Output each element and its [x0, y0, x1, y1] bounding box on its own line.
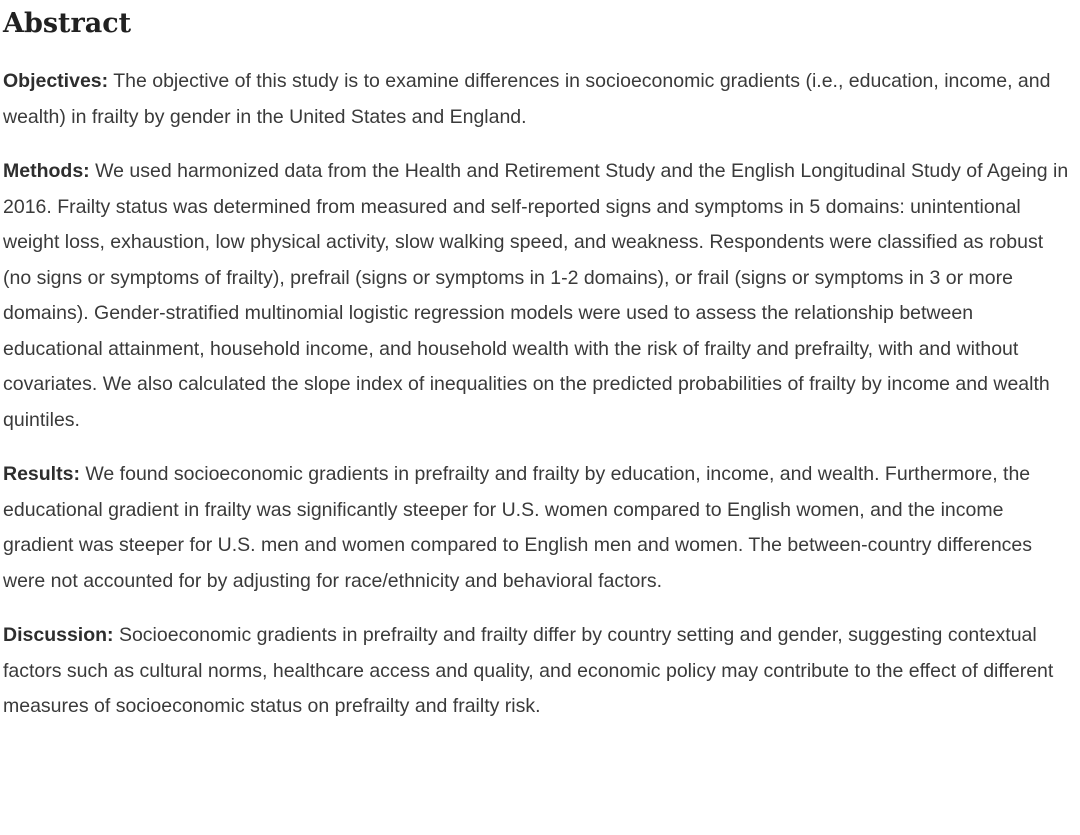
paragraph-label-objectives: Objectives:	[3, 70, 109, 93]
paragraph-objectives	[3, 64, 1076, 135]
paragraph-text-discussion: Socioeconomic gradients in prefrailty and frailty differ by country setting and gender, suggesting contextual factors such as cultural norms, healthcare access and quality, and economic policy may contribute to the effect of different measures of socioeconomic status on prefrailty and frailty risk.	[3, 624, 1054, 718]
paragraph-label-methods: Methods:	[3, 160, 90, 183]
paragraph-results	[3, 457, 1076, 599]
paragraph-label-results: Results:	[3, 463, 80, 486]
paragraph-text-results: We found socioeconomic gradients in prefrailty and frailty by education, income, and wealth. Furthermore, the educational gradient in frailty was significantly steeper for U.S. women compared to English women, and the income gradient was steeper for U.S. men and women compared to English men and women. The between-country differences were not accounted for by adjusting for race/ethnicity and behavioral factors.	[3, 463, 1033, 592]
section-title: Abstract	[3, 8, 132, 39]
paragraph-text-objectives: The objective of this study is to examine differences in socioeconomic gradients (i.e., education, income, and wealth) in frailty by gender in the United States and England.	[3, 70, 1051, 128]
paragraph-label-discussion: Discussion:	[3, 624, 114, 647]
paragraph-discussion	[3, 618, 1076, 725]
paragraph-text-methods: We used harmonized data from the Health and Retirement Study and the English Longitudinal Study of Ageing in 2016. Frailty status was determined from measured and self-reported signs and symptoms in 5 domains: unintentional weight loss, exhaustion, low physical activity, slow walking speed, and weakness. Respondents were classified as robust (no signs or symptoms of frailty), prefrail (signs or symptoms in 1-2 domains), or frail (signs or symptoms in 3 or more domains). Gender-stratified multinomial logistic regression models were used to assess the relationship between educational attainment, household income, and household wealth with the risk of frailty and prefrailty, with and without covariates. We also calculated the slope index of inequalities on the predicted probabilities of frailty by income and wealth quintiles.	[3, 160, 1069, 431]
paragraph-methods	[3, 154, 1076, 438]
